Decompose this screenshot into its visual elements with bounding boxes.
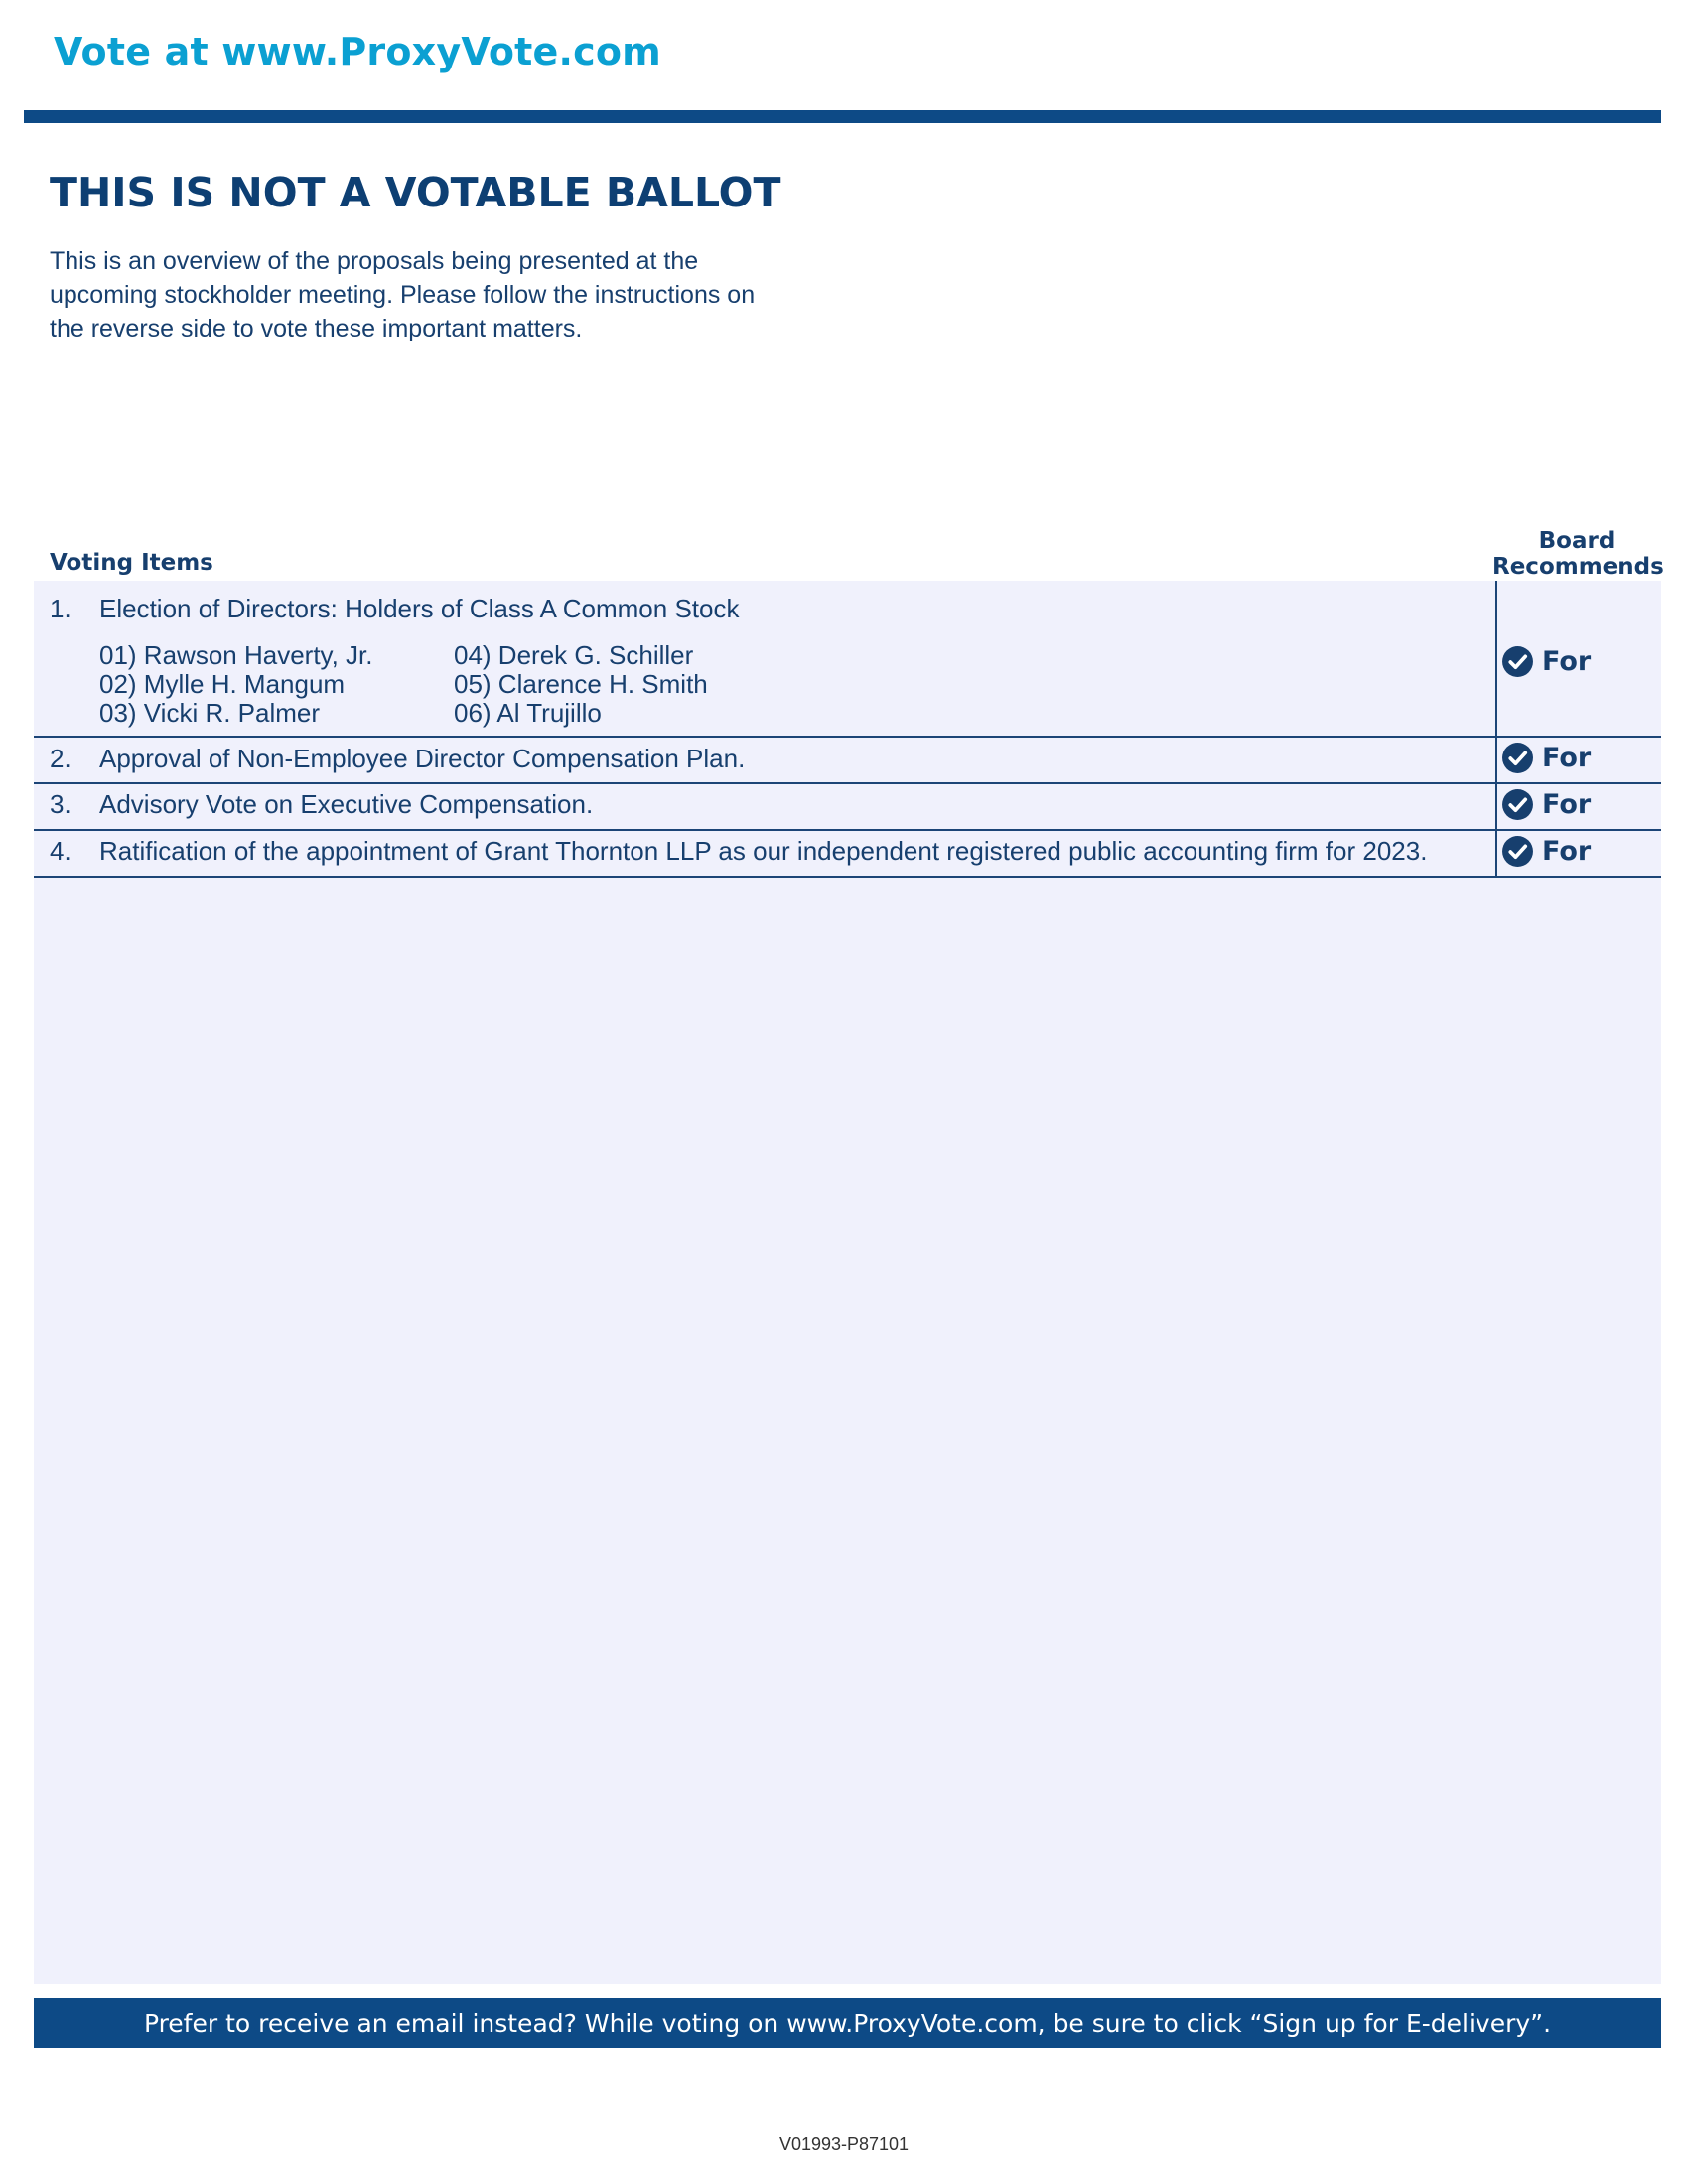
row-divider xyxy=(34,876,1661,878)
check-circle-icon xyxy=(1501,742,1534,774)
board-recommends-header xyxy=(1492,528,1664,580)
board-recommendation xyxy=(1501,786,1591,822)
item-number: 2. xyxy=(50,744,71,773)
item-description: Advisory Vote on Executive Compensation. xyxy=(99,789,594,819)
item-number: 1. xyxy=(50,594,71,623)
board-header-line: Board xyxy=(1538,528,1616,554)
item-description: Ratification of the appointment of Grant Thornton LLP as our independent registered public accounting firm for 2023. xyxy=(99,836,1428,866)
check-circle-icon xyxy=(1501,835,1534,868)
item-description: Approval of Non-Employee Director Compensation Plan. xyxy=(99,744,746,773)
row-divider xyxy=(34,736,1661,738)
board-header-line: Recommends xyxy=(1492,554,1664,580)
board-recommendation xyxy=(1501,643,1591,679)
edelivery-banner xyxy=(34,1998,1661,2048)
column-divider xyxy=(1495,581,1497,878)
nominee: 02) Mylle H. Mangum xyxy=(99,669,346,699)
nominee: 04) Derek G. Schiller xyxy=(454,640,694,670)
control-code: V01993-P87101 xyxy=(778,2134,910,2154)
edelivery-text: Prefer to receive an email instead? While voting on www.ProxyVote.com, be sure to click “Sign up for E-delivery”. xyxy=(143,2008,1552,2038)
header-divider xyxy=(24,110,1661,123)
recommendation-label: For xyxy=(1542,788,1592,820)
recommendation-label: For xyxy=(1542,742,1592,773)
recommendation-label: For xyxy=(1542,835,1592,867)
item-description: Election of Directors: Holders of Class A Common Stock xyxy=(99,594,740,623)
header-proxyvote-url: Vote at www.ProxyVote.com xyxy=(54,30,661,73)
row-divider xyxy=(34,829,1661,831)
intro-line: the reverse side to vote these important matters. xyxy=(50,315,583,342)
intro-line: upcoming stockholder meeting. Please follow the instructions on xyxy=(50,281,756,309)
nominee: 06) Al Trujillo xyxy=(454,698,602,728)
nominee: 05) Clarence H. Smith xyxy=(454,669,708,699)
page-title: THIS IS NOT A VOTABLE BALLOT xyxy=(50,169,781,216)
board-recommendation xyxy=(1501,740,1591,775)
nominee: 03) Vicki R. Palmer xyxy=(99,698,321,728)
check-circle-icon xyxy=(1501,645,1534,678)
nominee: 01) Rawson Haverty, Jr. xyxy=(99,640,373,670)
check-circle-icon xyxy=(1501,788,1534,821)
board-recommendation xyxy=(1501,833,1591,869)
intro-paragraph xyxy=(50,244,864,345)
item-number: 4. xyxy=(50,836,71,866)
voting-items-header: Voting Items xyxy=(50,550,213,576)
item-number: 3. xyxy=(50,789,71,819)
recommendation-label: For xyxy=(1542,645,1592,677)
intro-line: This is an overview of the proposals being presented at the xyxy=(50,247,699,275)
row-divider xyxy=(34,782,1661,784)
